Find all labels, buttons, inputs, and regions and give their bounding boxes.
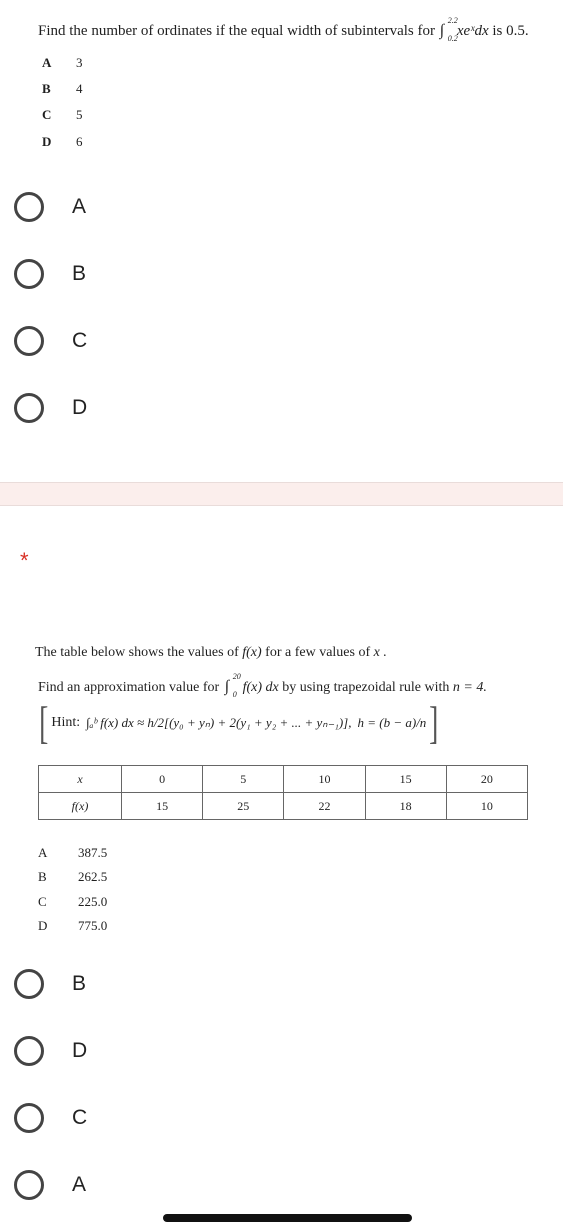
question1-choice-d[interactable] <box>14 393 87 423</box>
table-cell: 5 <box>203 766 284 793</box>
option-letter: B <box>42 81 51 96</box>
section-divider <box>0 482 563 506</box>
hint-formula: ∫ₐᵇ f(x) dx ≈ h/2[(y₀ + yₙ) + 2(y₁ + y₂ + ... + yₙ₋₁)], <box>86 715 352 730</box>
option-value: 262.5 <box>78 869 108 884</box>
line1-x: x . <box>373 645 387 660</box>
question2-option-d <box>38 918 107 934</box>
question1-text-before: Find the number of ordinates if the equal width of subintervals for <box>38 23 435 39</box>
question2-choice-c[interactable] <box>14 1103 87 1133</box>
question2-option-c <box>38 894 107 910</box>
table-cell: 0 <box>122 766 203 793</box>
option-letter: C <box>42 107 52 122</box>
line1-fx: f(x) <box>242 645 262 660</box>
choice-label: A <box>72 1173 87 1196</box>
question1-choice-a[interactable] <box>14 192 86 222</box>
question2-option-b <box>38 869 107 885</box>
hint-h: h = (b − a)/n <box>357 715 427 730</box>
table-cell: 15 <box>365 766 446 793</box>
question1-choice-c[interactable] <box>14 326 87 356</box>
table-cell: 25 <box>203 793 284 820</box>
question1-option-c <box>42 107 83 123</box>
question2-line1 <box>35 645 387 661</box>
radio-button[interactable] <box>14 326 44 356</box>
option-value: 6 <box>76 134 83 149</box>
option-value: 225.0 <box>78 894 108 909</box>
radio-button[interactable] <box>14 969 44 999</box>
option-value: 5 <box>76 107 83 122</box>
table-cell: 10 <box>446 793 527 820</box>
question1-option-a <box>42 55 83 71</box>
option-letter: B <box>38 869 47 884</box>
hint-label: Hint: <box>51 715 81 730</box>
question1-option-b <box>42 81 83 97</box>
table-cell: 22 <box>284 793 365 820</box>
line2-integral: ∫ 20 0 <box>224 672 241 699</box>
values-table <box>38 765 528 820</box>
table-row <box>39 793 528 820</box>
radio-button[interactable] <box>14 192 44 222</box>
integral-upper-limit: 2.2 <box>447 16 458 25</box>
line1-pre: The table below shows the values of <box>35 645 239 660</box>
question1-text-after: is 0.5. <box>492 23 529 39</box>
question2-option-a <box>38 845 107 861</box>
table-cell: 10 <box>284 766 365 793</box>
line2-post: by using trapezoidal rule with <box>282 680 450 695</box>
line2-upper-limit: 20 <box>232 672 241 681</box>
hint-block <box>36 697 442 748</box>
line2-pre: Find an approximation value for <box>38 680 220 695</box>
line2-n: n = 4. <box>452 680 487 695</box>
table-header-x: x <box>39 766 122 793</box>
question1-option-d <box>42 134 83 150</box>
right-bracket: ] <box>429 697 439 748</box>
integrand: xeˣdx <box>456 23 489 39</box>
option-letter: A <box>42 55 52 70</box>
choice-label: C <box>72 1106 88 1129</box>
choice-label: D <box>72 1039 88 1062</box>
table-header-fx: f(x) <box>39 793 122 820</box>
left-bracket: [ <box>39 697 49 748</box>
option-letter: D <box>42 134 52 149</box>
option-value: 775.0 <box>78 918 108 933</box>
table-row <box>39 766 528 793</box>
option-value: 4 <box>76 81 83 96</box>
option-value: 387.5 <box>78 845 108 860</box>
question1-choice-b[interactable] <box>14 259 86 289</box>
option-value: 3 <box>76 55 83 70</box>
option-letter: C <box>38 894 47 909</box>
radio-button[interactable] <box>14 1170 44 1200</box>
question2-choice-d[interactable] <box>14 1036 87 1066</box>
radio-button[interactable] <box>14 259 44 289</box>
radio-button[interactable] <box>14 1103 44 1133</box>
line2-integrand: f(x) dx <box>242 680 279 695</box>
required-marker: * <box>20 548 29 573</box>
question1-text <box>38 16 529 43</box>
home-indicator[interactable] <box>163 1214 412 1222</box>
option-letter: D <box>38 918 48 933</box>
choice-label: C <box>72 329 88 352</box>
choice-label: B <box>72 262 87 285</box>
table-cell: 18 <box>365 793 446 820</box>
table-cell: 20 <box>446 766 527 793</box>
radio-button[interactable] <box>14 1036 44 1066</box>
table-cell: 15 <box>122 793 203 820</box>
question1-integral: ∫ 2.2 0.2 <box>439 16 458 43</box>
question2-line2 <box>38 672 487 699</box>
line2-lower-limit: 0 <box>232 690 237 699</box>
choice-label: B <box>72 972 87 995</box>
line1-post: for a few values of <box>265 645 371 660</box>
choice-label: A <box>72 195 87 218</box>
question2-choice-a[interactable] <box>14 1170 86 1200</box>
option-letter: A <box>38 845 48 860</box>
integral-lower-limit: 0.2 <box>447 34 458 43</box>
choice-label: D <box>72 396 88 419</box>
question2-choice-b[interactable] <box>14 969 86 999</box>
radio-button[interactable] <box>14 393 44 423</box>
